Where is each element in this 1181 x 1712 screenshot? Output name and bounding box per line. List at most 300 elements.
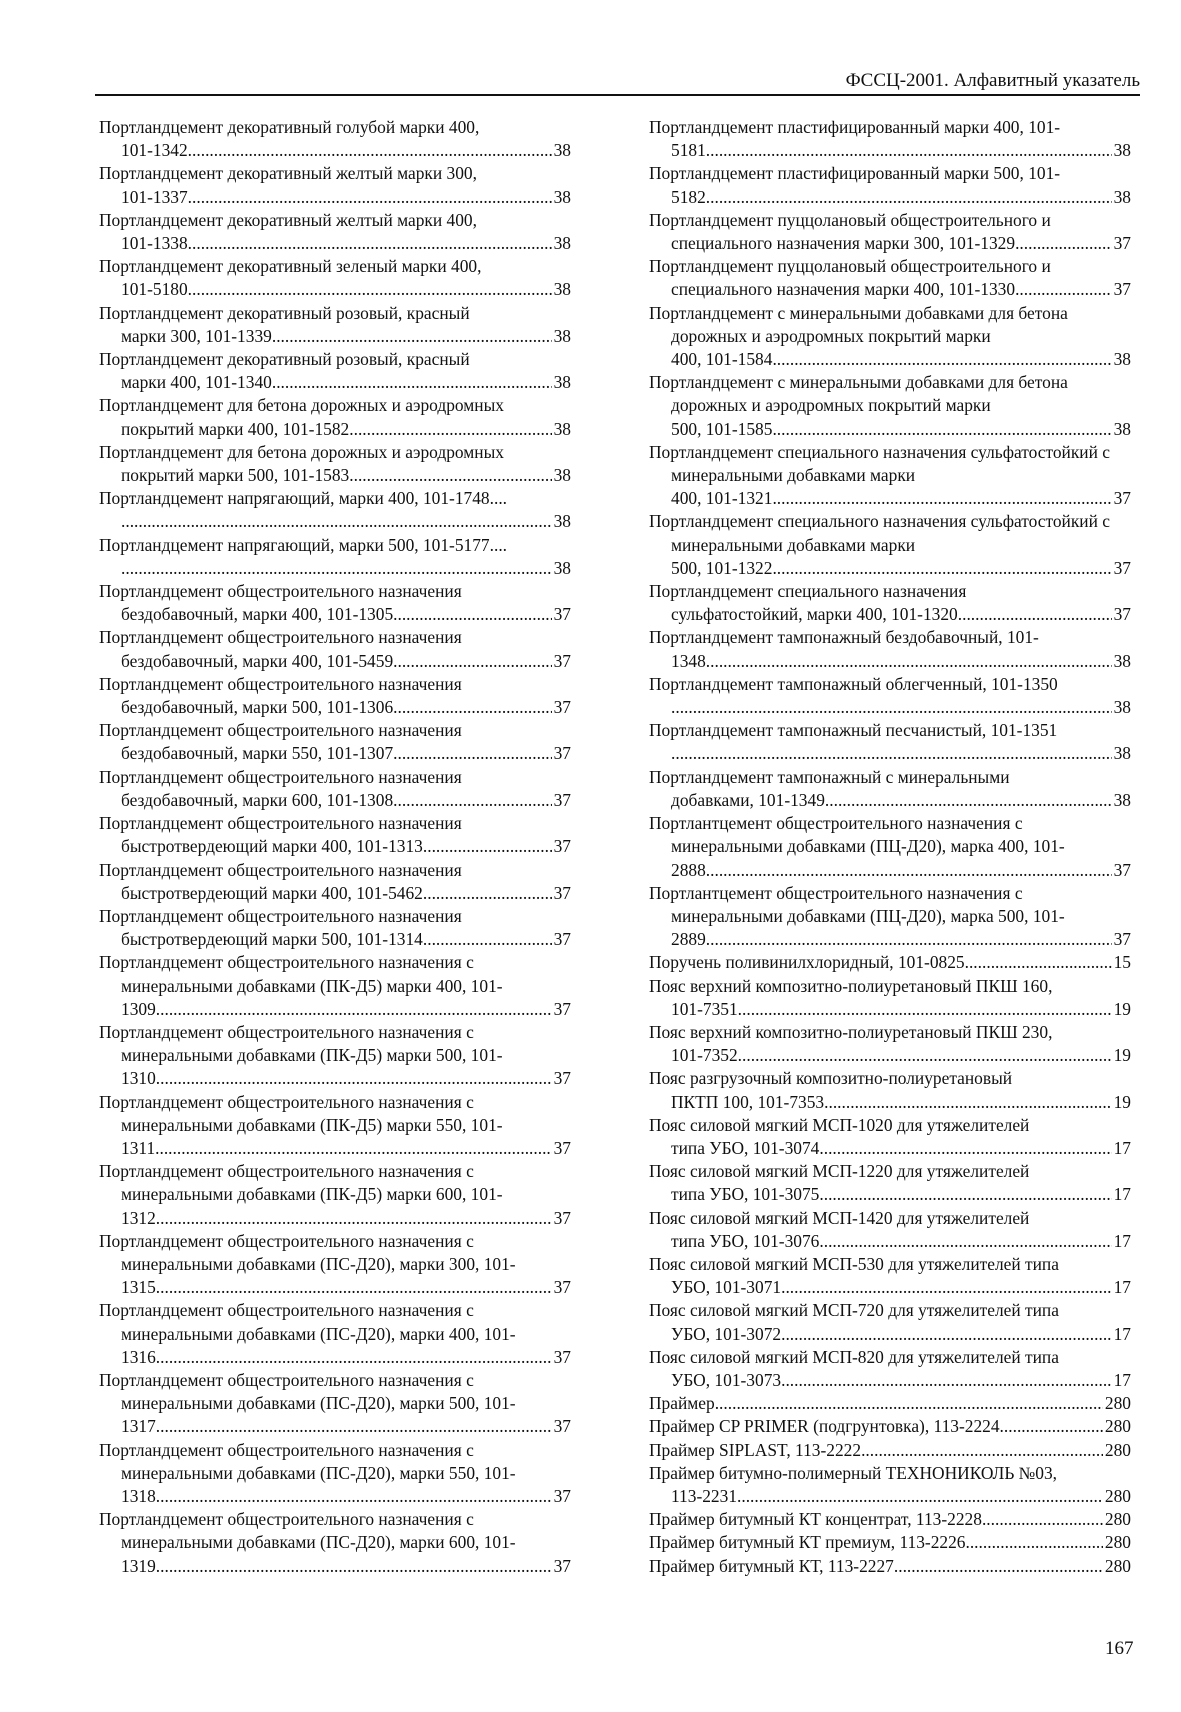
entry-last-line: марки 400, 101-1340 xyxy=(121,372,272,393)
entry-leader-line xyxy=(649,859,1131,882)
entry-text: Портландцемент тампонажный с минеральными xyxy=(649,766,1010,787)
index-entry xyxy=(649,162,1131,208)
entry-text: Портландцемент пластифицированный марки 400, 101- xyxy=(649,117,1061,137)
entry-text: Праймер битумно-полимерный ТЕХНОНИКОЛЬ №03, xyxy=(649,1462,1058,1483)
entry-last-line: УБО, 101-3071 xyxy=(671,1277,782,1298)
dot-leader xyxy=(393,650,551,673)
entry-text: Портландцемент декоративный розовый, красный xyxy=(99,349,470,370)
index-entry xyxy=(649,882,1131,952)
entry-text: Пояс силовой мягкий МСП-720 для утяжелителей типа xyxy=(649,1300,1059,1321)
entry-page-ref: 280 xyxy=(1104,1532,1131,1553)
page-number: 167 xyxy=(1105,1638,1134,1659)
entry-leader-line xyxy=(99,1207,571,1230)
entry-last-line: сульфатостойкий, марки 400, 101-1320 xyxy=(671,604,958,625)
entry-leader-line xyxy=(99,371,571,394)
entry-leader-line xyxy=(99,1276,571,1299)
entry-leader-line xyxy=(99,696,571,719)
entry-last-line: 113-2231 xyxy=(671,1485,738,1506)
entry-leader-line xyxy=(99,650,571,673)
index-entry xyxy=(649,302,1131,372)
index-entry xyxy=(649,1067,1131,1113)
entry-last-line: Праймер xyxy=(649,1393,715,1414)
dot-leader xyxy=(1015,232,1112,255)
dot-leader xyxy=(156,1346,552,1369)
entry-leader-line xyxy=(649,650,1131,673)
index-entry xyxy=(99,1299,571,1369)
entry-page-ref: 37 xyxy=(553,1137,571,1158)
entry-text: Пояс разгрузочный композитно-полиуретановый xyxy=(649,1068,1013,1089)
entry-leader-line xyxy=(649,1276,1131,1299)
entry-text: Портландцемент общестроительного назначения xyxy=(99,720,462,741)
entry-last-line: бездобавочный, марки 600, 101-1308 xyxy=(121,789,394,810)
entry-page-ref: 37 xyxy=(553,743,571,764)
index-column-left xyxy=(99,116,571,1578)
index-entry xyxy=(99,1369,571,1439)
dot-leader xyxy=(706,650,1112,673)
entry-text: Портландцемент общестроительного назначения xyxy=(99,766,462,787)
entry-leader-line xyxy=(649,998,1131,1021)
entry-leader-line xyxy=(649,1369,1131,1392)
entry-leader-line xyxy=(649,928,1131,951)
entry-leader-line xyxy=(99,1067,571,1090)
index-entry xyxy=(99,162,571,208)
entry-leader-line xyxy=(99,464,571,487)
entry-leader-line xyxy=(649,186,1131,209)
entry-last-line: 101-5180 xyxy=(121,279,188,300)
entry-page-ref: 280 xyxy=(1104,1416,1131,1437)
entry-page-ref: 38 xyxy=(1113,697,1131,718)
entry-last-line: бездобавочный, марки 400, 101-1305 xyxy=(121,604,394,625)
dot-leader xyxy=(772,348,1111,371)
index-entry xyxy=(649,673,1131,719)
entry-page-ref: 19 xyxy=(1113,1045,1131,1066)
dot-leader xyxy=(772,557,1111,580)
dot-leader xyxy=(188,278,552,301)
entry-leader-line xyxy=(99,278,571,301)
entry-last-line: покрытий марки 500, 101-1583 xyxy=(121,465,350,486)
entry-page-ref: 38 xyxy=(1113,743,1131,764)
dot-leader xyxy=(781,1323,1112,1346)
index-entry xyxy=(99,348,571,394)
index-entry xyxy=(99,905,571,951)
entry-page-ref: 38 xyxy=(553,511,571,532)
dot-leader xyxy=(272,371,552,394)
entry-page-ref: 37 xyxy=(1113,557,1131,578)
entry-leader-line xyxy=(99,1555,571,1578)
entry-last-line: 500, 101-1585 xyxy=(671,418,773,439)
entry-last-line: УБО, 101-3073 xyxy=(671,1369,782,1390)
entry-last-line: 101-1342 xyxy=(121,140,188,161)
entry-text: Портландцемент общестроительного назначения с минеральными добавками (ПК-Д5) марки 400, 101- xyxy=(99,952,503,996)
index-entry xyxy=(99,673,571,719)
entry-last-line: типа УБО, 101-3074 xyxy=(671,1137,820,1158)
index-entry xyxy=(649,1531,1131,1554)
entry-page-ref: 38 xyxy=(553,372,571,393)
entry-text: Портландцемент декоративный розовый, красный xyxy=(99,302,470,323)
entry-text: Портландцемент общестроительного назначения с минеральными добавками (ПС-Д20), марки 600, 101- xyxy=(99,1509,516,1553)
index-entry xyxy=(649,766,1131,812)
entry-last-line: 5181 xyxy=(671,140,706,161)
dot-leader xyxy=(349,464,551,487)
entry-last-line: 1315 xyxy=(121,1277,156,1298)
dot-leader xyxy=(156,1207,552,1230)
entry-last-line: 1311 xyxy=(121,1137,156,1158)
index-entry xyxy=(649,1114,1131,1160)
entry-last-line: быстротвердеющий марки 400, 101-1313 xyxy=(121,836,423,857)
dot-leader xyxy=(272,325,552,348)
entry-leader-line xyxy=(99,557,571,580)
entry-page-ref: 38 xyxy=(553,325,571,346)
entry-text: Портландцемент общестроительного назначения xyxy=(99,627,462,648)
entry-last-line: Праймер битумный КТ, 113-2227 xyxy=(649,1555,894,1576)
entry-text: Портландцемент тампонажный облегченный, 101-1350 xyxy=(649,673,1058,694)
entry-text: Портландцемент специального назначения xyxy=(649,581,967,602)
entry-page-ref: 280 xyxy=(1104,1555,1131,1576)
dot-leader xyxy=(965,1531,1102,1554)
index-entry xyxy=(649,975,1131,1021)
entry-last-line: добавками, 101-1349 xyxy=(671,789,825,810)
entry-page-ref: 38 xyxy=(553,186,571,207)
entry-last-line: 101-7351 xyxy=(671,998,738,1019)
dot-leader xyxy=(423,928,552,951)
entry-last-line: Праймер битумный КТ премиум, 113-2226 xyxy=(649,1532,966,1553)
entry-leader-line xyxy=(99,510,571,533)
entry-leader-line xyxy=(649,789,1131,812)
entry-text: Портландцемент общестроительного назначения с минеральными добавками (ПС-Д20), марки 550, 101- xyxy=(99,1439,516,1483)
entry-text: Пояс силовой мягкий МСП-1020 для утяжелителей xyxy=(649,1114,1030,1135)
entry-last-line: типа УБО, 101-3075 xyxy=(671,1184,820,1205)
index-entry xyxy=(649,1299,1131,1345)
index-entry xyxy=(649,1346,1131,1392)
dot-leader xyxy=(156,1276,552,1299)
index-entry xyxy=(99,1091,571,1161)
entry-text: Портландцемент общестроительного назначения xyxy=(99,905,462,926)
header-rule xyxy=(95,94,1140,96)
entry-last-line: Праймер SIPLAST, 113-2222 xyxy=(649,1439,862,1460)
entry-leader-line xyxy=(649,1044,1131,1067)
entry-leader-line xyxy=(649,1531,1131,1554)
entry-last-line: 500, 101-1322 xyxy=(671,557,773,578)
entry-text: Портландцемент декоративный голубой марки 400, xyxy=(99,117,480,137)
entry-text: Портландцемент с минеральными добавками для бетона дорожных и аэродромных покрытий марки xyxy=(649,302,1068,346)
entry-leader-line xyxy=(649,1485,1131,1508)
dot-leader xyxy=(819,1230,1111,1253)
entry-leader-line xyxy=(649,951,1131,974)
entry-page-ref: 38 xyxy=(553,418,571,439)
entry-last-line: 1318 xyxy=(121,1485,156,1506)
entry-leader-line xyxy=(649,1439,1131,1462)
entry-page-ref: 280 xyxy=(1104,1439,1131,1460)
index-entry xyxy=(99,626,571,672)
entry-text: Портландцемент для бетона дорожных и аэродромных xyxy=(99,395,504,416)
entry-text: Портлантцемент общестроительного назначения с минеральными добавками (ПЦ-Д20), марка 400, 101- xyxy=(649,813,1065,857)
entry-page-ref: 15 xyxy=(1113,952,1131,973)
entry-text: Портландцемент общестроительного назначения xyxy=(99,859,462,880)
entry-page-ref: 17 xyxy=(1113,1137,1131,1158)
entry-leader-line xyxy=(99,603,571,626)
dot-leader xyxy=(156,1485,552,1508)
entry-text: Портландцемент общестроительного назначения xyxy=(99,581,462,602)
dot-leader xyxy=(155,1137,551,1160)
entry-text: Портландцемент общестроительного назначения с минеральными добавками (ПС-Д20), марки 400, 101- xyxy=(99,1300,516,1344)
index-entry xyxy=(99,116,571,162)
index-entry xyxy=(649,209,1131,255)
entry-last-line: 1319 xyxy=(121,1555,156,1576)
entry-leader-line xyxy=(99,1137,571,1160)
dot-leader xyxy=(349,418,551,441)
entry-page-ref: 38 xyxy=(553,233,571,254)
index-entry xyxy=(99,487,571,533)
entry-text: Пояс силовой мягкий МСП-1220 для утяжелителей xyxy=(649,1161,1030,1182)
entry-page-ref: 38 xyxy=(1113,349,1131,370)
entry-last-line: специального назначения марки 400, 101-1330 xyxy=(671,279,1016,300)
entry-page-ref: 19 xyxy=(1113,998,1131,1019)
index-entry xyxy=(649,626,1131,672)
entry-leader-line xyxy=(99,882,571,905)
index-entry xyxy=(649,1439,1131,1462)
entry-page-ref: 38 xyxy=(553,557,571,578)
entry-text: Портландцемент общестроительного назначения xyxy=(99,813,462,834)
entry-leader-line xyxy=(99,835,571,858)
dot-leader xyxy=(671,696,1112,719)
entry-text: Пояс силовой мягкий МСП-1420 для утяжелителей xyxy=(649,1207,1030,1228)
entry-page-ref: 37 xyxy=(553,929,571,950)
index-entry xyxy=(649,1508,1131,1531)
entry-last-line: УБО, 101-3072 xyxy=(671,1323,782,1344)
entry-page-ref: 37 xyxy=(1113,859,1131,880)
index-entry xyxy=(99,812,571,858)
entry-leader-line xyxy=(649,1323,1131,1346)
entry-page-ref: 37 xyxy=(1113,929,1131,950)
entry-text: Портландцемент напрягающий, марки 400, 101-1748.... xyxy=(99,488,508,509)
index-entry xyxy=(649,1253,1131,1299)
index-entry xyxy=(649,510,1131,580)
entry-page-ref: 37 xyxy=(1113,488,1131,509)
entry-last-line: 5182 xyxy=(671,186,706,207)
entry-text: Портландцемент общестроительного назначения xyxy=(99,673,462,694)
dot-leader xyxy=(1015,278,1112,301)
entry-page-ref: 38 xyxy=(1113,789,1131,810)
entry-leader-line xyxy=(649,1392,1131,1415)
entry-leader-line xyxy=(99,1415,571,1438)
entry-leader-line xyxy=(649,278,1131,301)
index-entry xyxy=(99,302,571,348)
dot-leader xyxy=(737,1485,1103,1508)
index-entry xyxy=(99,209,571,255)
dot-leader xyxy=(825,789,1112,812)
entry-last-line: 2888 xyxy=(671,859,706,880)
index-entry xyxy=(649,1555,1131,1578)
dot-leader xyxy=(772,418,1111,441)
dot-leader xyxy=(393,603,551,626)
entry-text: Портландцемент специального назначения сульфатостойкий с минеральными добавками марки xyxy=(649,511,1110,555)
dot-leader xyxy=(706,186,1112,209)
entry-text: Портландцемент общестроительного назначения с минеральными добавками (ПС-Д20), марки 500, 101- xyxy=(99,1369,516,1414)
dot-leader xyxy=(706,928,1112,951)
dot-leader xyxy=(188,186,552,209)
entry-last-line: 400, 101-1321 xyxy=(671,488,773,509)
entry-text: Портландцемент пуццолановый общестроительного и xyxy=(649,256,1051,277)
index-entry xyxy=(649,580,1131,626)
entry-leader-line xyxy=(649,139,1131,162)
dot-leader xyxy=(121,510,552,533)
entry-page-ref: 17 xyxy=(1113,1230,1131,1251)
entry-last-line: Праймер CP PRIMER (подгрунтовка), 113-2224 xyxy=(649,1416,1000,1437)
entry-leader-line xyxy=(649,1230,1131,1253)
entry-last-line: 2889 xyxy=(671,929,706,950)
index-entry xyxy=(99,766,571,812)
dot-leader xyxy=(156,1067,552,1090)
dot-leader xyxy=(156,998,552,1021)
entry-page-ref: 17 xyxy=(1113,1369,1131,1390)
entry-leader-line xyxy=(649,557,1131,580)
index-entry xyxy=(649,1160,1131,1206)
entry-page-ref: 37 xyxy=(553,998,571,1019)
entry-text: Портландцемент для бетона дорожных и аэродромных xyxy=(99,441,504,462)
entry-page-ref: 37 xyxy=(553,1277,571,1298)
entry-text: Портландцемент декоративный зеленый марки 400, xyxy=(99,256,482,277)
entry-leader-line xyxy=(99,1485,571,1508)
entry-page-ref: 37 xyxy=(553,604,571,625)
entry-page-ref: 37 xyxy=(553,1207,571,1228)
index-entry xyxy=(99,951,571,1021)
entry-page-ref: 37 xyxy=(1113,604,1131,625)
entry-page-ref: 38 xyxy=(553,279,571,300)
index-entry xyxy=(99,534,571,580)
entry-page-ref: 280 xyxy=(1104,1509,1131,1530)
dot-leader xyxy=(824,1091,1111,1114)
entry-text: Портландцемент общестроительного назначения с минеральными добавками (ПС-Д20), марки 300, 101- xyxy=(99,1230,516,1274)
index-entry xyxy=(99,441,571,487)
entry-text: Портландцемент общестроительного назначения с минеральными добавками (ПК-Д5) марки 500, 101- xyxy=(99,1021,503,1066)
index-entry xyxy=(649,441,1131,511)
entry-page-ref: 37 xyxy=(553,1068,571,1089)
entry-leader-line xyxy=(649,696,1131,719)
entry-page-ref: 17 xyxy=(1113,1323,1131,1344)
entry-last-line: 101-1338 xyxy=(121,233,188,254)
index-entry xyxy=(649,116,1131,162)
entry-leader-line xyxy=(649,1555,1131,1578)
entry-text: Пояс верхний композитно-полиуретановый ПКШ 160, xyxy=(649,975,1053,996)
entry-leader-line xyxy=(99,1346,571,1369)
dot-leader xyxy=(819,1183,1111,1206)
dot-leader xyxy=(781,1276,1112,1299)
entry-last-line: 101-1337 xyxy=(121,186,188,207)
index-entry xyxy=(649,951,1131,974)
entry-leader-line xyxy=(99,742,571,765)
entry-leader-line xyxy=(649,742,1131,765)
dot-leader xyxy=(121,557,552,580)
index-entry xyxy=(649,1392,1131,1415)
entry-page-ref: 17 xyxy=(1113,1277,1131,1298)
entry-last-line: 1348 xyxy=(671,650,706,671)
index-entry xyxy=(649,1462,1131,1508)
entry-page-ref: 19 xyxy=(1113,1091,1131,1112)
index-entry xyxy=(649,719,1131,765)
entry-page-ref: 280 xyxy=(1104,1485,1131,1506)
entry-page-ref: 37 xyxy=(553,1346,571,1367)
dot-leader xyxy=(423,835,552,858)
index-entry xyxy=(99,1508,571,1578)
entry-page-ref: 17 xyxy=(1113,1184,1131,1205)
entry-text: Портландцемент общестроительного назначения с минеральными добавками (ПК-Д5) марки 600, 101- xyxy=(99,1161,503,1205)
dot-leader xyxy=(738,1044,1112,1067)
entry-text: Портландцемент декоративный желтый марки 300, xyxy=(99,163,477,184)
entry-text: Портландцемент напрягающий, марки 500, 101-5177.... xyxy=(99,534,508,555)
index-entry xyxy=(649,812,1131,882)
entry-text: Пояс верхний композитно-полиуретановый ПКШ 230, xyxy=(649,1021,1053,1042)
index-entry xyxy=(99,1021,571,1091)
entry-page-ref: 37 xyxy=(553,882,571,903)
entry-text: Портландцемент пуццолановый общестроительного и xyxy=(649,209,1051,230)
entry-page-ref: 37 xyxy=(1113,279,1131,300)
dot-leader xyxy=(423,882,552,905)
dot-leader xyxy=(706,859,1112,882)
index-entry xyxy=(649,255,1131,301)
index-entry xyxy=(99,1230,571,1300)
dot-leader xyxy=(861,1439,1103,1462)
dot-leader xyxy=(894,1555,1103,1578)
entry-text: Портлантцемент общестроительного назначения с минеральными добавками (ПЦ-Д20), марка 500, 101- xyxy=(649,882,1065,926)
index-entry xyxy=(99,255,571,301)
entry-text: Портландцемент пластифицированный марки 500, 101- xyxy=(649,163,1061,184)
dot-leader xyxy=(393,742,551,765)
entry-last-line: быстротвердеющий марки 400, 101-5462 xyxy=(121,882,423,903)
entry-page-ref: 38 xyxy=(553,140,571,161)
index-entry xyxy=(649,1415,1131,1438)
entry-last-line: 400, 101-1584 xyxy=(671,349,773,370)
entry-text: Портландцемент тампонажный бездобавочный, 101- xyxy=(649,627,1039,648)
index-entry xyxy=(649,371,1131,441)
entry-last-line: покрытий марки 400, 101-1582 xyxy=(121,418,350,439)
entry-leader-line xyxy=(649,232,1131,255)
index-entry xyxy=(99,719,571,765)
entry-last-line: ПКТП 100, 101-7353 xyxy=(671,1091,825,1112)
entry-leader-line xyxy=(99,789,571,812)
entry-page-ref: 37 xyxy=(553,1416,571,1437)
entry-last-line: Праймер битумный КТ концентрат, 113-2228 xyxy=(649,1509,982,1530)
page-header xyxy=(95,70,1140,96)
entry-page-ref: 37 xyxy=(553,836,571,857)
dot-leader xyxy=(772,487,1111,510)
dot-leader xyxy=(965,951,1112,974)
index-entry xyxy=(649,1207,1131,1253)
entry-text: Портландцемент общестроительного назначения с минеральными добавками (ПК-Д5) марки 550, 101- xyxy=(99,1091,503,1135)
index-entry xyxy=(99,859,571,905)
entry-last-line: быстротвердеющий марки 500, 101-1314 xyxy=(121,929,423,950)
dot-leader xyxy=(982,1508,1103,1531)
entry-text: Пояс силовой мягкий МСП-820 для утяжелителей типа xyxy=(649,1346,1059,1367)
entry-page-ref: 280 xyxy=(1104,1393,1131,1414)
entry-leader-line xyxy=(649,1091,1131,1114)
entry-last-line: бездобавочный, марки 550, 101-1307 xyxy=(121,743,394,764)
entry-last-line: марки 300, 101-1339 xyxy=(121,325,272,346)
entry-leader-line xyxy=(99,998,571,1021)
index-entry xyxy=(99,1160,571,1230)
index-entry xyxy=(99,394,571,440)
index-entry xyxy=(99,1439,571,1509)
entry-leader-line xyxy=(99,325,571,348)
entry-last-line: 1310 xyxy=(121,1068,156,1089)
entry-page-ref: 37 xyxy=(1113,233,1131,254)
dot-leader xyxy=(156,1415,552,1438)
entry-last-line: 1309 xyxy=(121,998,156,1019)
entry-page-ref: 38 xyxy=(1113,650,1131,671)
entry-last-line: бездобавочный, марки 500, 101-1306 xyxy=(121,697,394,718)
entry-leader-line xyxy=(99,418,571,441)
entry-last-line: бездобавочный, марки 400, 101-5459 xyxy=(121,650,394,671)
index-entry xyxy=(649,1021,1131,1067)
